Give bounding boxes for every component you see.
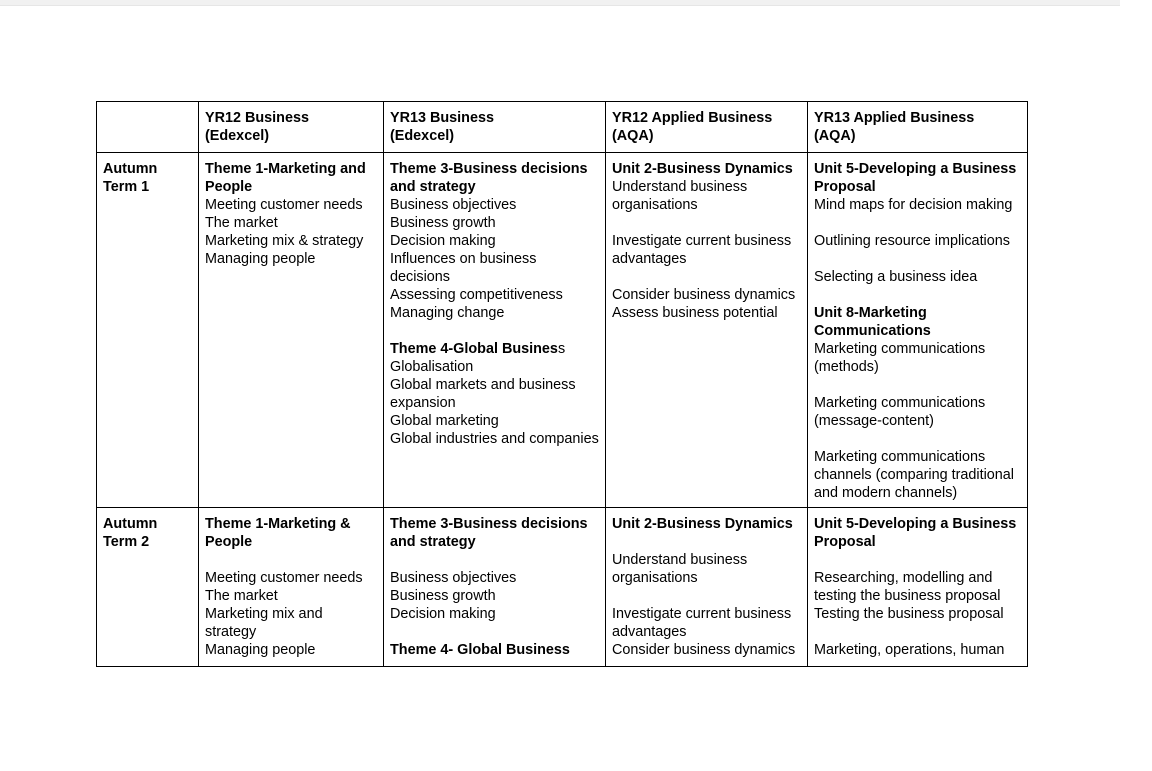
yr13-applied-cell: [808, 153, 1028, 508]
cell-heading: Theme 1-Marketing & People: [205, 516, 351, 550]
curriculum-table: [96, 101, 1028, 667]
spacer: [390, 322, 599, 340]
table-row: [97, 153, 1028, 508]
list-item: Meeting customer needs: [205, 197, 363, 213]
cell-heading: Unit 2-Business Dynamics: [612, 516, 793, 532]
list-item: Understand business organisations: [612, 179, 748, 213]
list-item: Globalisation: [390, 359, 474, 375]
list-item: The market: [205, 588, 278, 604]
list-item: Assessing competitiveness: [390, 287, 563, 303]
list-item: The market: [205, 215, 278, 231]
list-item: Consider business dynamics: [612, 642, 796, 658]
cell-subheading: Theme 4-Global Business: [390, 341, 566, 357]
cell-heading: Unit 5-Developing a Business Proposal: [814, 516, 1017, 550]
list-item: Global marketing: [390, 413, 499, 429]
spacer: [390, 623, 599, 641]
list-item: Influences on business decisions: [390, 251, 537, 285]
spacer: [612, 268, 801, 286]
list-item: Global markets and business expansion: [390, 377, 576, 411]
list-item: Marketing mix and strategy: [205, 606, 323, 640]
yr13-applied-cell: [808, 508, 1028, 667]
list-item: Global industries and companies: [390, 431, 599, 447]
yr13-business-cell: [384, 153, 606, 508]
list-item: Consider business dynamics: [612, 287, 796, 303]
list-item: Decision making: [390, 233, 496, 249]
list-item: Managing people: [205, 642, 316, 658]
cell-heading: Unit 5-Developing a Business Proposal: [814, 161, 1017, 195]
term-cell: Autumn Term 1: [97, 153, 199, 508]
spacer: [814, 430, 1021, 448]
list-item: Marketing communications (message-content): [814, 395, 986, 429]
list-item: Understand business organisations: [612, 552, 748, 586]
header-row: [97, 102, 1028, 153]
cell-heading: Theme 3-Business decisions and strategy: [390, 516, 588, 550]
list-item: Marketing communications channels (comparing traditional and modern channels): [814, 449, 1014, 501]
header-yr12-applied: YR12 Applied Business (AQA): [606, 102, 808, 153]
list-item: Business objectives: [390, 197, 517, 213]
spacer: [814, 250, 1021, 268]
cell-heading: Theme 3-Business decisions and strategy: [390, 161, 588, 195]
list-item: Marketing mix & strategy: [205, 233, 364, 249]
top-toolbar-strip: [0, 0, 1120, 6]
list-item: Assess business potential: [612, 305, 778, 321]
spacer: [205, 551, 377, 569]
spacer: [390, 551, 599, 569]
list-item: Selecting a business idea: [814, 269, 978, 285]
yr12-business-cell: [199, 508, 384, 667]
yr12-business-cell: [199, 153, 384, 508]
spacer: [612, 214, 801, 232]
table-row: [97, 508, 1028, 667]
spacer: [612, 533, 801, 551]
cell-heading: Unit 2-Business Dynamics: [612, 161, 793, 177]
header-yr13-applied: YR13 Applied Business (AQA): [808, 102, 1028, 153]
list-item: Investigate current business advantages: [612, 606, 792, 640]
list-item: Business growth: [390, 215, 496, 231]
list-item: Meeting customer needs: [205, 570, 363, 586]
cell-heading: Theme 1-Marketing and People: [205, 161, 366, 195]
spacer: [814, 551, 1021, 569]
header-yr12-business: YR12 Business (Edexcel): [199, 102, 384, 153]
spacer: [814, 214, 1021, 232]
yr12-applied-cell: [606, 508, 808, 667]
header-yr13-business: YR13 Business (Edexcel): [384, 102, 606, 153]
list-item: Managing people: [205, 251, 316, 267]
list-item: Business growth: [390, 588, 496, 604]
header-cell-empty: [97, 102, 199, 153]
list-item: Mind maps for decision making: [814, 197, 1013, 213]
list-item: Marketing communications (methods): [814, 341, 986, 375]
list-item: Researching, modelling and testing the business proposal: [814, 570, 1001, 604]
list-item: Marketing, operations, human: [814, 642, 1005, 658]
spacer: [814, 623, 1021, 641]
list-item: Decision making: [390, 606, 496, 622]
cell-subheading: Unit 8-Marketing Communications: [814, 305, 931, 339]
term-cell: Autumn Term 2: [97, 508, 199, 667]
list-item: Testing the business proposal: [814, 606, 1004, 622]
list-item: Outlining resource implications: [814, 233, 1010, 249]
yr13-business-cell: [384, 508, 606, 667]
list-item: Managing change: [390, 305, 505, 321]
spacer: [814, 376, 1021, 394]
list-item: Investigate current business advantages: [612, 233, 792, 267]
yr12-applied-cell: [606, 153, 808, 508]
spacer: [814, 286, 1021, 304]
cell-subheading: Theme 4- Global Business: [390, 642, 570, 658]
spacer: [612, 587, 801, 605]
list-item: Business objectives: [390, 570, 517, 586]
